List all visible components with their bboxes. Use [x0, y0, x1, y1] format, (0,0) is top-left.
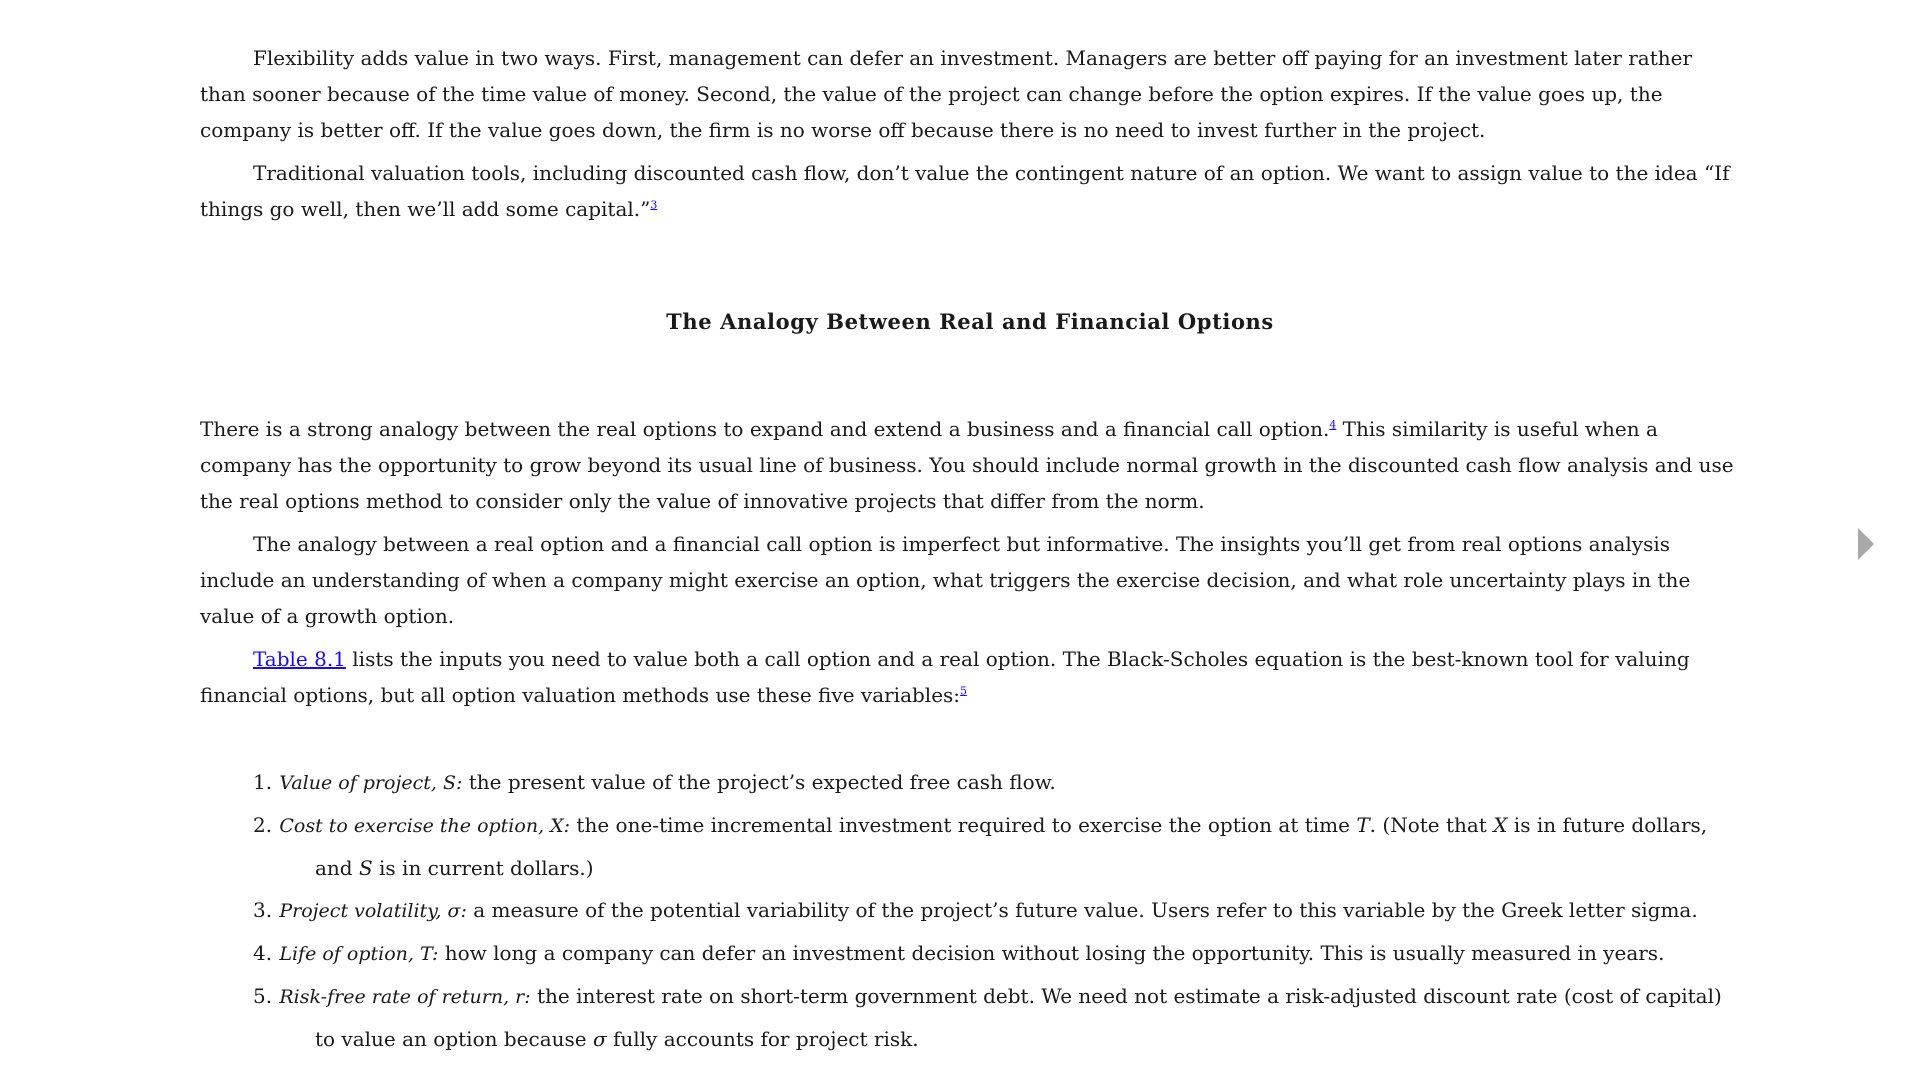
variable-x: X: [1493, 813, 1508, 837]
list-item-cost-to-exercise: [200, 804, 1740, 889]
list-item-term: Value of project, S:: [279, 772, 463, 794]
paragraph-strong-analogy-text-b: This similarity is useful when a company has the opportunity to grow beyond its usual line of business. You should include normal growth in the discounted cash flow analysis and use the real options method to consider only the value of innovative projects that differ from the norm.: [200, 417, 1734, 513]
list-item-number: 5.: [253, 984, 273, 1008]
table-8-1-link[interactable]: Table 8.1: [253, 647, 346, 671]
paragraph-strong-analogy: [200, 411, 1740, 519]
list-item-term: Risk-free rate of return, r:: [279, 986, 531, 1008]
variable-s: S: [358, 856, 373, 880]
list-item-project-volatility: [200, 889, 1740, 932]
variable-t: T: [1356, 813, 1370, 837]
list-item-term: Project volatility, σ:: [279, 900, 467, 922]
list-item-number: 4.: [253, 941, 273, 965]
paragraph-imperfect-analogy: The analogy between a real option and a financial call option is imperfect but informative. The insights you’ll get from real options analysis include an understanding of when a company might exercise an option, what triggers the exercise decision, and what role uncertainty plays in the value of a growth option.: [200, 532, 1691, 628]
list-item-value-of-project: [200, 761, 1740, 804]
variable-sigma: σ: [592, 1027, 607, 1051]
list-item-description: the present value of the project’s expected free cash flow.: [462, 770, 1056, 794]
next-page-arrow-icon[interactable]: [1858, 528, 1874, 560]
list-item-term: Cost to exercise the option, X:: [279, 815, 571, 837]
list-item-description-a: the interest rate on short-term government debt. We need not estimate a risk-adjusted discount rate (cost of capital) to value an option because: [315, 984, 1722, 1051]
list-item-number: 3.: [253, 898, 273, 922]
list-item-description: how long a company can defer an investment decision without losing the opportunity. This is usually measured in years.: [438, 941, 1665, 965]
footnote-link-5[interactable]: 5: [960, 684, 968, 698]
list-item-description-b: . (Note that: [1369, 813, 1494, 837]
list-item-description-c: is in future dollars, and: [315, 813, 1708, 880]
list-item-description: a measure of the potential variability of the project’s future value. Users refer to this variable by the Greek letter sigma.: [466, 898, 1698, 922]
reader-page: [200, 40, 1740, 1060]
list-item-term: Life of option, T:: [279, 943, 439, 965]
paragraph-table-reference-text: lists the inputs you need to value both a call option and a real option. The Black-Scholes equation is the best-known tool for valuing financial options, but all option valuation methods use these five variables:: [200, 647, 1690, 707]
list-item-number: 2.: [253, 813, 273, 837]
list-item-description-d: is in current dollars.): [372, 856, 594, 880]
list-item-description-b: fully accounts for project risk.: [606, 1027, 919, 1051]
list-item-life-of-option: [200, 932, 1740, 975]
list-item-number: 1.: [253, 770, 273, 794]
footnote-link-3[interactable]: 3: [650, 198, 658, 212]
paragraph-traditional-valuation: [200, 155, 1740, 227]
paragraph-traditional-valuation-text: Traditional valuation tools, including discounted cash flow, don’t value the contingent nature of an option. We want to assign value to the idea “If things go well, then we’ll add some capital.”: [200, 161, 1730, 221]
section-heading: The Analogy Between Real and Financial Options: [666, 309, 1274, 334]
paragraph-strong-analogy-text-a: There is a strong analogy between the real options to expand and extend a business and a financial call option.: [200, 417, 1330, 441]
paragraph-flexibility: Flexibility adds value in two ways. First, management can defer an investment. Managers are better off paying for an investment later rather than sooner because of the time value of money. Second, the value of the project can change before the option expires. If the value goes up, the company is better off. If the value goes down, the firm is no worse off because there is no need to invest further in the project.: [200, 46, 1693, 142]
list-item-risk-free-rate: [200, 975, 1740, 1060]
option-variables-list: [200, 761, 1740, 1060]
list-item-description-a: the one-time incremental investment required to exercise the option at time: [570, 813, 1357, 837]
footnote-link-4[interactable]: 4: [1329, 418, 1337, 432]
paragraph-table-reference: [200, 641, 1740, 713]
